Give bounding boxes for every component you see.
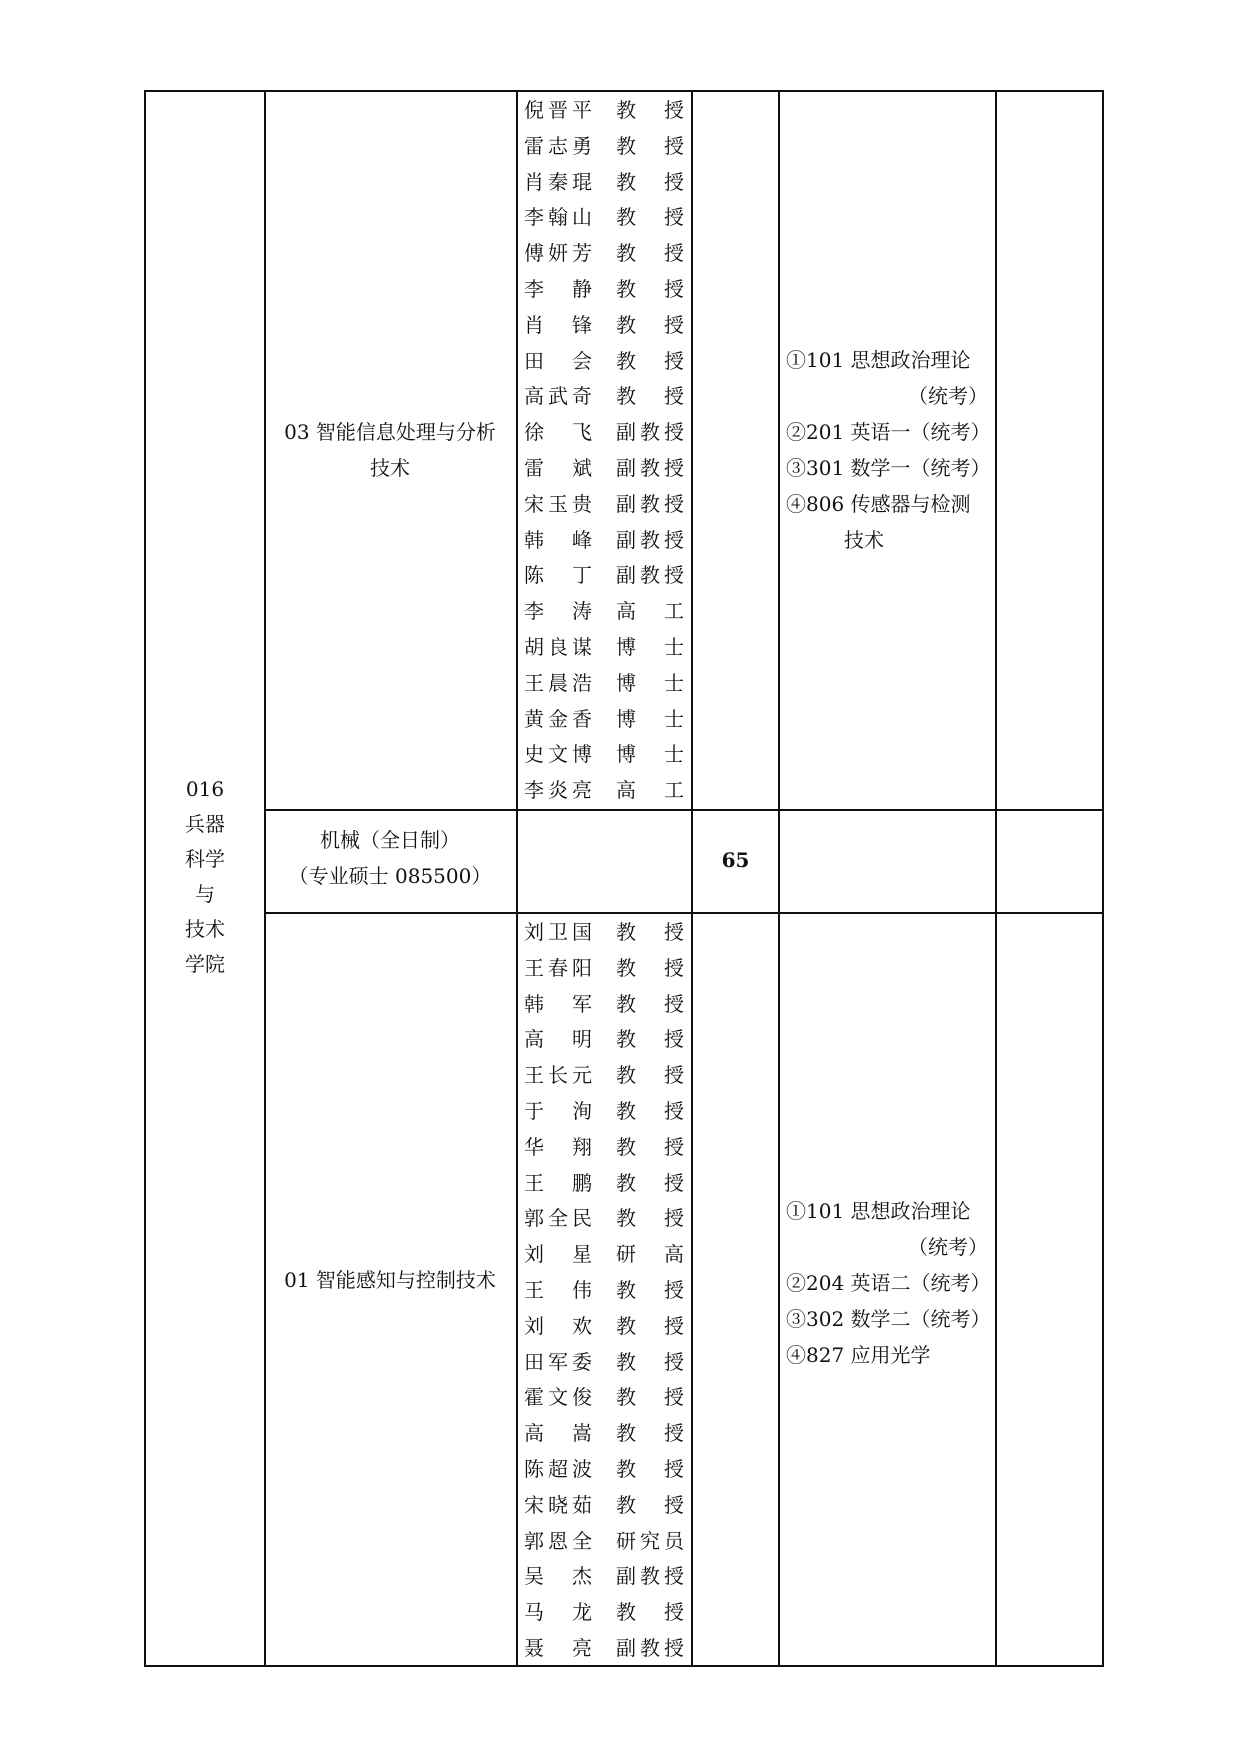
supervisor-row: [524, 1308, 684, 1344]
supervisor-row: [524, 1379, 684, 1415]
supervisor-title: 博 士: [616, 670, 684, 695]
supervisor-name: 刘 欢: [524, 1313, 592, 1338]
supervisor-row: [524, 1344, 684, 1380]
exam-subjects: [786, 1193, 991, 1373]
supervisor-row: [524, 235, 684, 271]
supervisor-name: 陈 丁: [524, 563, 592, 588]
supervisor-title: 副 教 授: [616, 1636, 684, 1660]
supervisor-name: 王 鹏: [524, 1170, 592, 1195]
enrollment-table: [144, 90, 1104, 1667]
supervisor-row: [524, 950, 684, 986]
supervisor-name: 华 翔: [524, 1134, 592, 1159]
exam-line: ③302 数学二（统考）: [786, 1307, 991, 1331]
supervisor-title: 教 授: [616, 1099, 684, 1123]
supervisor-row: [524, 1451, 684, 1487]
supervisor-row: [524, 736, 684, 772]
supervisor-title: 教 授: [616, 169, 684, 194]
supervisor-row: [524, 986, 684, 1022]
supervisor-title: 教 授: [616, 991, 684, 1016]
supervisor-name: 陈 超 波: [524, 1457, 592, 1481]
exam-line: ③301 数学一（统考）: [786, 456, 991, 480]
supervisor-name: 高 明: [524, 1027, 592, 1052]
supervisor-title: 研 高: [616, 1242, 684, 1267]
supervisor-title: 研 究 员: [616, 1528, 684, 1553]
supervisor-title: 教 授: [616, 241, 684, 266]
supervisor-name: 李 翰 山: [524, 205, 592, 230]
supervisor-name: 肖 秦 琨: [524, 169, 592, 194]
major-name: [266, 822, 514, 894]
supervisor-row: [524, 486, 684, 522]
supervisor-name: 倪 晋 平: [524, 98, 592, 122]
exam-line: （统考）: [908, 1235, 988, 1259]
exam-line: ②204 英语二（统考）: [786, 1271, 991, 1295]
exam-line: 技术: [844, 528, 884, 552]
supervisor-row: [524, 92, 684, 128]
supervisor-row: [524, 1487, 684, 1523]
direction-line: 01 智能感知与控制技术: [284, 1268, 496, 1292]
supervisor-name: 高 武 奇: [524, 384, 592, 409]
supervisor-row: [524, 557, 684, 593]
supervisor-name: 李 涛: [524, 599, 592, 624]
supervisor-name: 田 会: [524, 348, 592, 373]
supervisor-name: 田 军 委: [524, 1349, 592, 1374]
supervisor-row: [524, 1236, 684, 1272]
supervisor-title: 副 教 授: [616, 1564, 684, 1589]
supervisor-title: 教 授: [616, 920, 684, 944]
col-divider: [691, 92, 693, 1665]
supervisor-row: [524, 1594, 684, 1630]
supervisor-name: 王 伟: [524, 1278, 592, 1302]
supervisor-name: 宋 晓 茹: [524, 1492, 592, 1517]
supervisor-row: [524, 772, 684, 808]
supervisor-title: 副 教 授: [616, 527, 684, 552]
supervisor-name: 史 文 博: [524, 742, 592, 767]
direction-line: 技术: [370, 456, 410, 480]
supervisor-name: 韩 峰: [524, 527, 592, 552]
supervisor-row: [524, 378, 684, 414]
supervisor-title: 教 授: [616, 98, 684, 122]
supervisor-title: 教 授: [616, 1170, 684, 1195]
college-name-line: 与: [195, 882, 215, 906]
supervisor-row: [524, 665, 684, 701]
major-line: （专业硕士 085500）: [288, 864, 492, 888]
supervisor-title: 副 教 授: [616, 563, 684, 588]
supervisor-name: 宋 玉 贵: [524, 491, 592, 516]
supervisor-title: 教 授: [616, 1027, 684, 1052]
supervisor-row: [524, 164, 684, 200]
supervisor-row: [524, 1093, 684, 1129]
exam-line: （统考）: [908, 384, 988, 408]
supervisor-name: 雷 斌: [524, 456, 592, 480]
supervisor-name: 郭 全 民: [524, 1206, 592, 1231]
supervisor-title: 教 授: [616, 1600, 684, 1625]
supervisor-name: 肖 锋: [524, 312, 592, 337]
supervisor-title: 博 士: [616, 635, 684, 659]
supervisor-title: 教 授: [616, 205, 684, 230]
col-divider: [778, 92, 780, 1665]
exam-line: ①101 思想政治理论: [786, 1199, 971, 1223]
supervisor-name: 韩 军: [524, 991, 592, 1016]
supervisor-title: 教 授: [616, 1385, 684, 1410]
exam-line: ④827 应用光学: [786, 1343, 931, 1367]
supervisor-title: 教 授: [616, 1349, 684, 1374]
supervisor-name: 胡 良 谋: [524, 635, 592, 659]
supervisor-title: 教 授: [616, 1134, 684, 1159]
supervisor-row: [524, 1272, 684, 1308]
supervisor-row: [524, 414, 684, 450]
supervisor-row: [524, 1558, 684, 1594]
supervisor-row: [524, 128, 684, 164]
supervisor-title: 副 教 授: [616, 420, 684, 445]
exam-line: ②201 英语一（统考）: [786, 420, 991, 444]
col-divider: [516, 92, 518, 1665]
supervisor-row: [524, 1630, 684, 1666]
supervisor-row: [524, 1523, 684, 1559]
supervisor-row: [524, 1165, 684, 1201]
supervisor-name: 霍 文 俊: [524, 1385, 592, 1410]
supervisor-title: 教 授: [616, 1421, 684, 1446]
college-name-line: 学院: [185, 952, 225, 976]
supervisor-title: 高 工: [616, 599, 684, 624]
supervisor-title: 高 工: [616, 778, 684, 803]
exam-line: ④806 传感器与检测: [786, 492, 971, 516]
supervisor-title: 教 授: [616, 1457, 684, 1481]
supervisor-title: 教 授: [616, 348, 684, 373]
major-line: 机械（全日制）: [320, 828, 460, 852]
supervisor-name: 李 炎 亮: [524, 778, 592, 803]
supervisor-name: 傅 妍 芳: [524, 241, 592, 266]
supervisor-row: [524, 343, 684, 379]
supervisor-row: [524, 914, 684, 950]
supervisor-name: 黄 金 香: [524, 706, 592, 731]
supervisor-row: [524, 701, 684, 737]
supervisor-name: 刘 卫 国: [524, 920, 592, 944]
supervisor-name: 王 春 阳: [524, 955, 592, 980]
supervisor-name: 郭 恩 全: [524, 1528, 592, 1553]
supervisor-name: 高 嵩: [524, 1421, 592, 1446]
college-name-line: 技术: [185, 917, 225, 941]
supervisor-row: [524, 1129, 684, 1165]
supervisor-name: 吴 杰: [524, 1564, 592, 1589]
supervisor-title: 教 授: [616, 1063, 684, 1088]
supervisor-row: [524, 199, 684, 235]
college-name-line: 兵器: [185, 812, 225, 836]
supervisor-name: 于 洵: [524, 1099, 592, 1123]
exam-subjects: [786, 342, 991, 558]
supervisor-title: 博 士: [616, 706, 684, 731]
college-cell: [146, 772, 264, 982]
supervisor-row: [524, 1415, 684, 1451]
exam-line: ①101 思想政治理论: [786, 348, 971, 372]
supervisor-row: [524, 1200, 684, 1236]
col-divider: [995, 92, 997, 1665]
row-divider: [264, 809, 1102, 811]
supervisor-title: 教 授: [616, 955, 684, 980]
enrollment-count: 65: [721, 848, 750, 872]
direction-line: 03 智能信息处理与分析: [284, 420, 496, 444]
supervisor-title: 教 授: [616, 312, 684, 337]
supervisor-row: [524, 450, 684, 486]
college-name-line: 科学: [185, 847, 225, 871]
supervisor-title: 教 授: [616, 1206, 684, 1231]
college-code: 016: [185, 777, 225, 801]
supervisor-name: 刘 星: [524, 1242, 592, 1267]
supervisor-name: 王 长 元: [524, 1063, 592, 1088]
supervisor-title: 博 士: [616, 742, 684, 767]
supervisor-row: [524, 593, 684, 629]
supervisor-title: 副 教 授: [616, 491, 684, 516]
supervisor-title: 副 教 授: [616, 456, 684, 480]
supervisor-row: [524, 1021, 684, 1057]
supervisor-title: 教 授: [616, 277, 684, 301]
supervisor-name: 王 晨 浩: [524, 670, 592, 695]
supervisor-row: [524, 1057, 684, 1093]
supervisor-name: 李 静: [524, 277, 592, 301]
supervisor-row: [524, 522, 684, 558]
supervisor-title: 教 授: [616, 1492, 684, 1517]
supervisor-title: 教 授: [616, 1278, 684, 1302]
research-direction: [266, 414, 514, 486]
supervisor-row: [524, 307, 684, 343]
supervisor-name: 聂 亮: [524, 1636, 592, 1660]
supervisor-name: 雷 志 勇: [524, 133, 592, 158]
research-direction: [266, 1262, 514, 1298]
supervisor-row: [524, 271, 684, 307]
supervisor-title: 教 授: [616, 133, 684, 158]
supervisor-row: [524, 629, 684, 665]
supervisor-title: 教 授: [616, 384, 684, 409]
supervisor-title: 教 授: [616, 1313, 684, 1338]
supervisor-name: 徐 飞: [524, 420, 592, 445]
supervisor-name: 马 龙: [524, 1600, 592, 1625]
